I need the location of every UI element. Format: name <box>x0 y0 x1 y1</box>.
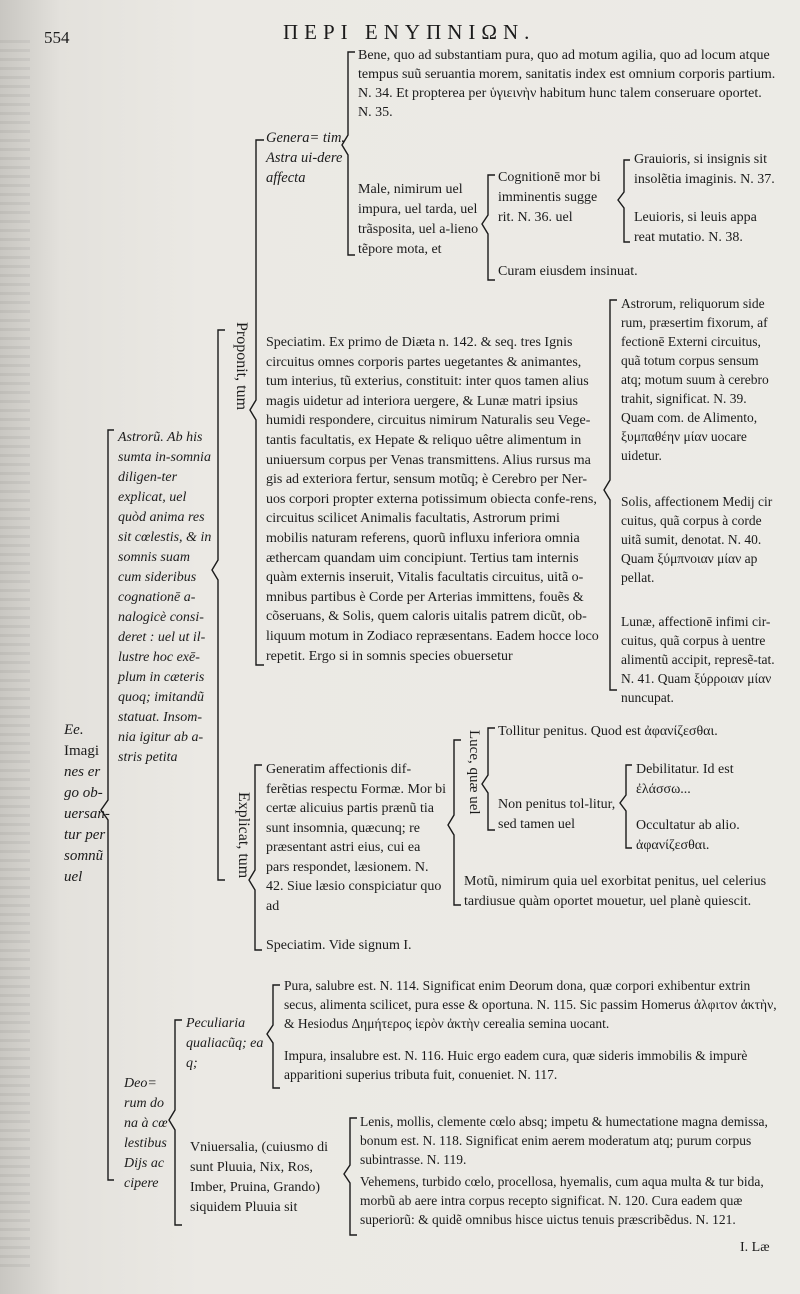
root-line-5: uersan- <box>64 806 110 822</box>
peculiaria-label: Peculiaria qualiacũq; ea q; <box>186 1016 264 1071</box>
running-title: ΠΕΡΙ ΕΝΥΠΝΙΩΝ. <box>283 20 536 44</box>
root-line-3: nes er <box>64 764 101 780</box>
page-edge-shadow <box>0 40 30 1270</box>
impura-entry: Impura, insalubre est. N. 116. Huic ergo eadem cura, quæ sideris immobilis & impurè apparitioni superius tributa fuit, conueniet. N. 117. <box>284 1048 748 1082</box>
bene-entry: Bene, quo ad substantiam pura, quo ad motum agilia, quo ad locum atque tempus suũ seruantia morem, sanitatis index est omnium corporis partium. N. 34. Et propterea per ὑγιεινὴν habitum hunc talem conseruare oportet. N. 35. <box>358 48 776 120</box>
tollitur-entry: Tollitur penitus. Quod est ἀφανίζεσθαι. <box>498 724 718 739</box>
grauioris-entry: Grauioris, si insignis sit insolẽtia imaginis. N. 37. <box>634 152 775 187</box>
vniuersalia-entry: Vniuersalia, (cuiusmo di sunt Pluuia, Nix, Ros, Imber, Pruina, Grando) siquidem Pluuia sit <box>190 1140 329 1215</box>
cognitionem-entry: Cognitionē mor bi imminentis sugge rit. N. 36. uel <box>498 170 601 225</box>
root-line-8: uel <box>64 869 83 885</box>
lenis-entry: Lenis, mollis, clemente cœlo absq; impetu & humectatione magna demissa, bonum est. N. 118. Significat enim aerem moderatum atq; purum corpus subintrasse. N. 119. <box>360 1114 768 1167</box>
generatim-label: Genera= tim. Astra ui-dere affecta <box>266 130 346 186</box>
astrorum-reliquorum-entry: Astrorum, reliquorum side rum, præsertim fixorum, af fectionē Externi circuitus, quã totum corpus sensum atq; motum suum à cerebro trahit, significat. N. 39. Quam com. de Alimento, ξυμπαθέην μίαν uocare uidetur. <box>621 296 769 463</box>
debilitatur-entry: Debilitatur. Id est ἐλάσσω... <box>636 762 734 797</box>
speciatim-main-entry: Speciatim. Ex primo de Diæta n. 142. & seq. tres Ignis circuitus omnes corporis partes uegetantes & animantes, tum interius, tũ exterius, constituit: inter quos tamen alius magis uidetur ad interiora uergere, & Lunæ matri ipsius humidi respondere, circuitus nimirum Naturalis seu Vege-tantis facultatis, ex Hepate & reliquo uêtre alimentum in uniuersum corpus per Venas transmittens. Alius rursus ma gis ad exteriora fertur, sensum motũq; è Cerebro per Ner-uos corpori propter externa potissimum obiecta confe-rens, circuitus scilicet Animalis facultatis, Astrorum primi mobilis naturam referens, quorũ influxu inferiora omnia æthercam quandam uim concipiunt. Tertius tam internis quàm externis inseruit, Vitalis facultatis circuitus, uitã o-mnibus partibus è Corde per Arterias immittens, fouẽs & cõseruans, & Solis, quem caloris uitalis patrem dicũt, ob-liquum motum in Zodiaco repræsentans. Eadem hocce loco repetit. Ergo si in somnis species obuersetur <box>266 335 599 664</box>
speciatim-signum-entry: Speciatim. Vide signum I. <box>266 938 412 953</box>
solis-entry: Solis, affectionem Medij cir cuitus, quã corpus à corde uitã sumit, denotat. N. 40. Quam ξύμπνοιαν μίαν ap pellat. <box>621 494 773 585</box>
motu-entry: Motũ, nimirum quia uel exorbitat penitus, uel celerius tardiusue quàm oportet mouetur, uel planè quiescit. <box>464 874 767 909</box>
curam-entry: Curam eiusdem insinuat. <box>498 264 638 279</box>
luce-label: Luce, quæ uel <box>466 730 482 815</box>
non-penitus-entry: Non penitus tol-litur, sed tamen uel <box>498 797 616 832</box>
leuioris-entry: Leuioris, si leuis appa reat mutatio. N. 38. <box>634 210 757 245</box>
male-entry: Male, nimirum uel impura, uel tarda, uel trãsposita, uel a-lieno tẽpore mota, et <box>358 182 479 257</box>
lunae-entry: Lunæ, affectionē infimi cir-cuitus, quã corpus à uentre alimentũ accipit, represẽ-tat. N. 41. Quam ξύρροιαν μίαν nuncupat. <box>621 614 775 705</box>
root-line-7: somnũ <box>64 848 104 864</box>
proponit-label: Proponit, tum <box>233 322 250 411</box>
root-line-6: tur per <box>64 827 106 843</box>
page-number: 554 <box>44 28 70 47</box>
root-label <box>64 720 108 888</box>
occultatur-entry: Occultatur ab alio. ἀφανίζεσθαι. <box>636 818 740 853</box>
root-line-1: Ee. <box>64 722 84 738</box>
generatim-affectionis-entry: Generatim affectionis dif-ferẽtias respectu Formæ. Mor bi certæ alicuius partis prænũ tia sunt insomnia, quæcunq; re præsentant astri eius, cui ea pars respondet, læsionem. N. 42. Siue læsio conspiciatur quo ad <box>266 762 447 914</box>
pura-entry: Pura, salubre est. N. 114. Significat enim Deorum dona, quæ corpori exhibentur extrin secus, alimenta scilicet, pura esse & oportuna. N. 115. Sic passim Homerus ἀλφιτον ἀκτὴν, & Hesiodus Δημήτερος ἱερὸν ἀκτὴν cerealia semina uocant. <box>284 978 777 1031</box>
deorum-label: Deo= rum do na à cœ lestibus Dijs ac cipere <box>124 1076 168 1191</box>
vehemens-entry: Vehemens, turbido cœlo, procellosa, hyemalis, cum aqua multa & tur bida, morbũ ab aere intra corpus recepto significat. N. 120. Cura eadem quæ superiorũ: & quidẽ omnibus hisce uictus tenuis præscribẽdus. N. 121. <box>360 1174 764 1227</box>
root-line-4: go ob- <box>64 785 103 801</box>
root-line-2: Imagi <box>64 743 99 759</box>
astrorum-label: Astrorũ. Ab his sumta in-somnia diligen-ter explicat, uel quòd anima res sit cœlestis, & in somnis suam cum sideribus cognationē a-nalogicè consi-deret : uel ut il-lustre hoc exē-plum in cæteris quoq; imitandũ statuat. Insom-nia igitur ab a-stris petita <box>118 430 212 765</box>
catchword: I. Læ <box>740 1240 770 1255</box>
explicat-label: Explicat, tum <box>235 792 252 879</box>
